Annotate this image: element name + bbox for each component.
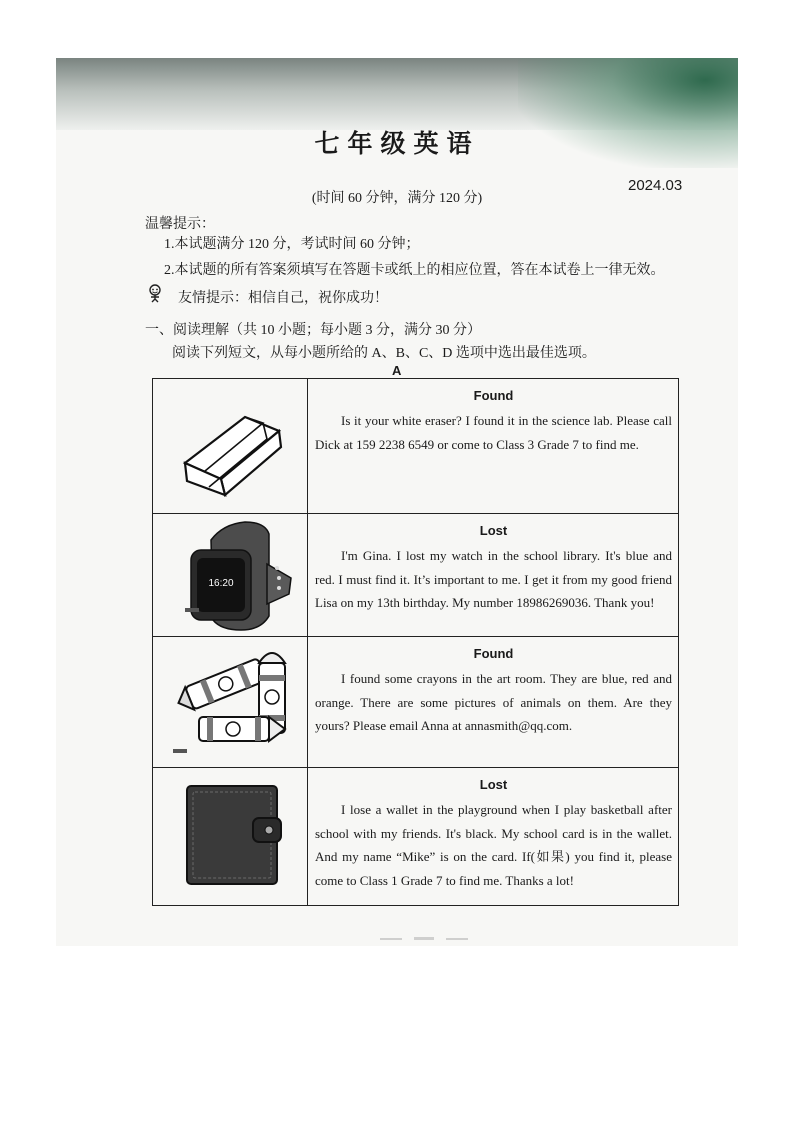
section-heading: 一、阅读理解（共 10 小题；每小题 3 分，满分 30 分）: [145, 323, 481, 338]
watch-screen-time: 16:20: [208, 578, 234, 589]
smiley-icon: [145, 283, 165, 303]
notice-heading-lost: Lost: [479, 523, 508, 538]
table-row: [153, 767, 678, 905]
eraser-icon: [175, 411, 293, 497]
notice-body: I found some crayons in the art room. They are blue, red and orange. There are some pictures of animals on them. Are they yours? Please email Anna at annasmith@qq.com.: [315, 671, 672, 733]
notice-cell: [315, 522, 672, 615]
notice-heading-lost: Lost: [479, 777, 508, 792]
notice-cell: [315, 776, 672, 892]
notice-heading: 温馨提示：: [145, 217, 215, 232]
notice-body: Is it your white eraser? I found it in the science lab. Please call Dick at 159 2238 6549 or come to Class 3 Grade 7 to find me.: [315, 413, 672, 452]
picture-cell: [153, 637, 308, 767]
picture-cell: [153, 379, 308, 513]
crayons-icon: [173, 645, 303, 757]
notice-item-1: 1.本试题满分 120 分，考试时间 60 分钟；: [164, 237, 420, 252]
passage-label: A: [392, 363, 402, 378]
notice-body: I'm Gina. I lost my watch in the school library. It's blue and red. I must find it. It’s important to me. I get it from my good friend Lisa on my 13th birthday. My number 18986269036. Thank you!: [315, 548, 672, 610]
exam-subtitle: (时间 60 分钟，满分 120 分): [311, 191, 483, 206]
notice-heading-found: Found: [473, 646, 514, 661]
friendly-tip: 友情提示：相信自己，祝你成功！: [178, 291, 388, 306]
notice-item-2: 2.本试题的所有答案须填写在答题卡或纸上的相应位置，答在本试卷上一律无效。: [164, 263, 665, 278]
exam-date: 2024.03: [628, 177, 683, 194]
notice-table: [152, 378, 679, 906]
table-row: [153, 379, 678, 513]
picture-cell: [153, 768, 308, 905]
notice-body: I lose a wallet in the playground when I play basketball after school with my friends. It's black. My school card is in the wallet. And my name “Mike” is on the card. If(如果) you find it, please come to Class 1 Grade 7 to find me. Thanks a lot!: [315, 802, 672, 888]
wallet-icon: [183, 782, 283, 888]
faded-footer-mark: [380, 934, 470, 944]
table-row: [153, 513, 678, 636]
scan-shadow: [56, 58, 738, 130]
notice-heading-found: Found: [473, 388, 514, 403]
picture-cell: [153, 514, 308, 636]
exam-title: 七年级英语: [314, 129, 480, 158]
watch-icon: [183, 520, 298, 632]
table-row: [153, 636, 678, 767]
notice-cell: [315, 387, 672, 456]
section-instruction: 阅读下列短文，从每小题所给的 A、B、C、D 选项中选出最佳选项。: [172, 346, 596, 361]
notice-cell: [315, 645, 672, 738]
